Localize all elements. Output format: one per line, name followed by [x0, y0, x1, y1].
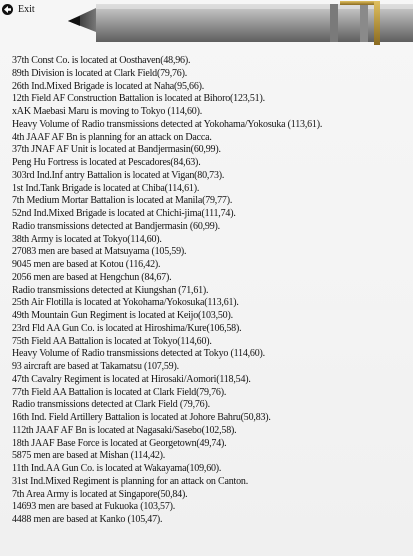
report-line: 4488 men are based at Kanko (105,47). — [12, 514, 163, 525]
report-line: 49th Mountain Gun Regiment is located at Keijo(103,50). — [12, 310, 233, 321]
report-line: Radio transmissions detected at Kiungshan (71,61). — [12, 284, 209, 296]
report-line: 25th Air Flotilla is located at Yokohama/Yokosuka(113,61). — [12, 297, 239, 309]
exit-button[interactable] — [2, 2, 35, 16]
report-line: 37th JNAF AF Unit is located at Bandjermasin(60,99). — [12, 144, 221, 156]
report-line: 5875 men are based at Mishan (114,42). — [12, 450, 166, 462]
report-line: 14693 men are based at Fukuoka (103,57). — [12, 501, 176, 513]
report-line: 38th Army is located at Tokyo(114,60). — [12, 233, 162, 245]
report-line: 112th JAAF AF Bn is located at Nagasaki/Sasebo(102,58). — [12, 424, 237, 436]
report-line: 26th Ind.Mixed Brigade is located at Naha(95,66). — [12, 80, 205, 92]
report-line: 12th Field AF Construction Battalion is located at Bihoro(123,51). — [12, 93, 265, 105]
pen-icon — [0, 0, 413, 50]
report-line: 89th Division is located at Clark Field(79,76). — [12, 67, 188, 79]
exit-label: Exit — [18, 3, 35, 15]
intel-report-list — [12, 55, 410, 527]
report-line: 18th JAAF Base Force is located at Georgetown(49,74). — [12, 437, 227, 449]
report-line: 4th JAAF AF Bn is planning for an attack on Dacca. — [12, 131, 212, 143]
report-line: 47th Cavalry Regiment is located at Hirosaki/Aomori(118,54). — [12, 373, 251, 385]
report-line: 77th Field AA Battalion is located at Clark Field(79,76). — [12, 386, 227, 398]
report-line: 303rd Ind.Inf antry Battalion is located at Vigan(80,73). — [12, 169, 225, 181]
report-line: xAK Maebasi Maru is moving to Tokyo (114,60). — [12, 106, 203, 117]
report-line: 7th Area Army is located at Singapore(50,84). — [12, 488, 188, 500]
report-line: Peng Hu Fortress is located at Pescadores(84,63). — [12, 157, 201, 168]
report-line: 93 aircraft are based at Takamatsu (107,59). — [12, 361, 179, 372]
report-line: Radio transmissions detected at Bandjermasin (60,99). — [12, 220, 220, 232]
report-line: 7th Medium Mortar Battalion is located at Manila(79,77). — [12, 195, 233, 207]
report-line: Heavy Volume of Radio transmissions detected at Yokohama/Yokosuka (113,61). — [12, 118, 323, 130]
report-line: Heavy Volume of Radio transmissions detected at Tokyo (114,60). — [12, 348, 265, 360]
report-line: Radio transmissions detected at Clark Field (79,76). — [12, 399, 210, 411]
report-line: 1st Ind.Tank Brigade is located at Chiba(114,61). — [12, 182, 200, 194]
report-line: 16th Ind. Field Artillery Battalion is located at Johore Bahru(50,83). — [12, 412, 271, 423]
report-line: 23rd Fld AA Gun Co. is located at Hiroshima/Kure(106,58). — [12, 322, 242, 334]
report-line: 11th Ind.AA Gun Co. is located at Wakayama(109,60). — [12, 463, 222, 474]
report-line: 37th Const Co. is located at Oosthaven(48,96). — [12, 55, 191, 66]
report-line: 75th Field AA Battalion is located at Tokyo(114,60). — [12, 335, 212, 347]
report-line: 52nd Ind.Mixed Brigade is located at Chichi-jima(111,74). — [12, 208, 236, 219]
report-line: 31st Ind.Mixed Regiment is planning for an attack on Canton. — [12, 475, 249, 487]
report-line: 2056 men are based at Hengchun (84,67). — [12, 271, 172, 283]
report-line: 9045 men are based at Kotou (116,42). — [12, 259, 161, 270]
report-line: 27083 men are based at Matsuyama (105,59). — [12, 246, 187, 258]
arrow-left-circle-icon — [2, 4, 13, 15]
